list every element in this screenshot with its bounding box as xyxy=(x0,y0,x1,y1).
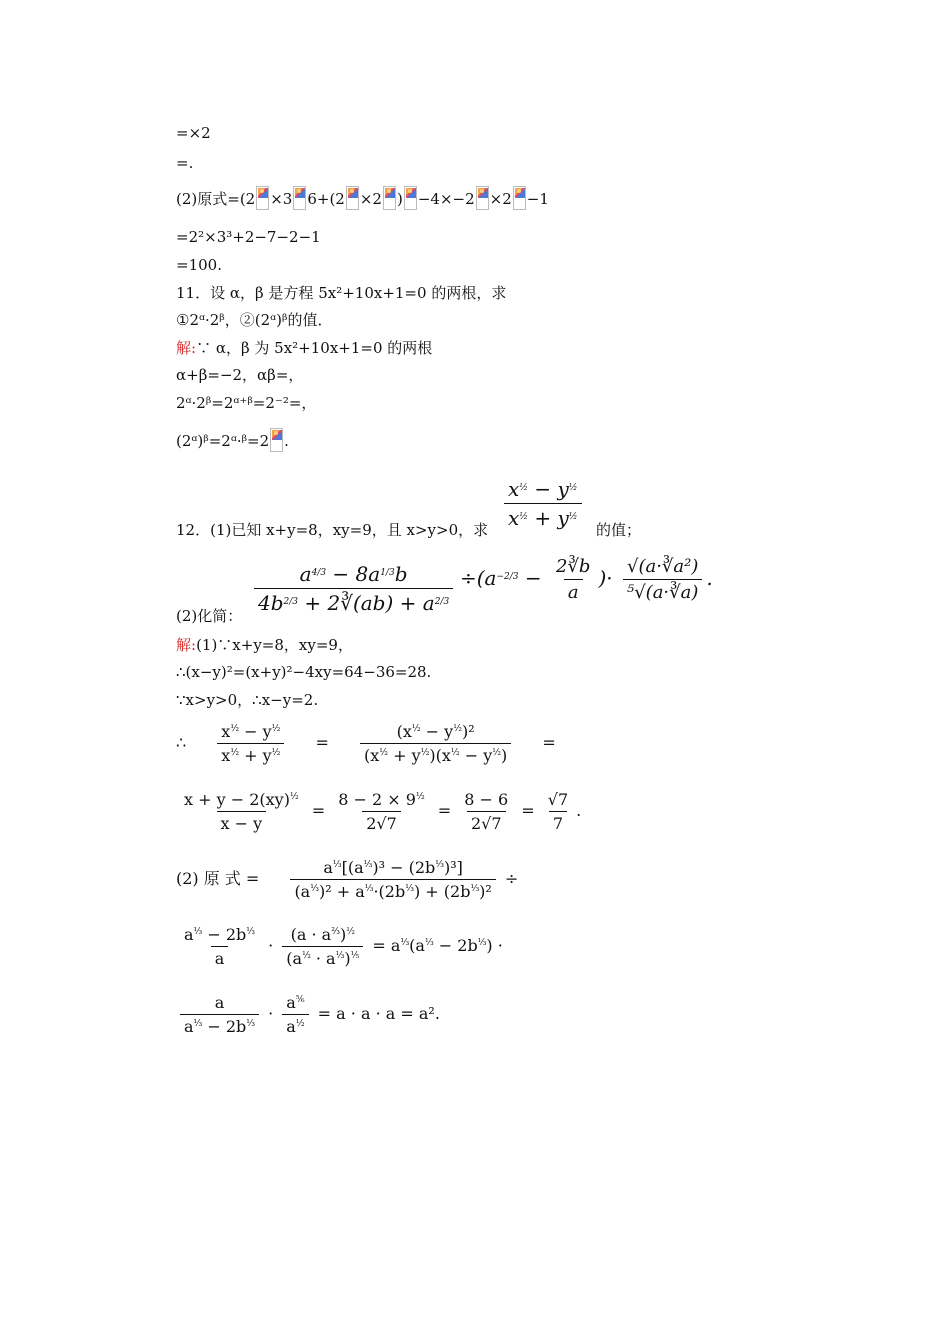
text: −4×−2 xyxy=(417,190,475,208)
solution-label: 解: xyxy=(176,636,197,654)
text: (2ᵅ)ᵝ=2ᵅ·ᵝ=2 xyxy=(176,432,270,450)
therefore-equation: ∴ $\frac{x^{\frac{1}{2}} - y^{\frac{1}{2}}}{x^{\frac{1}{2}} + y^{\frac{1}{2}}}$ = $\frac{(x^{\frac{1}{2}} - y^{\frac{1}{2}})^2}{(x^{\frac{1}{2}} + y^{\frac{1}{2}})(x^{\frac{1}{2}} - y^{\frac{1}{2}})}$ = xyxy=(176,722,556,765)
line-2: =. xyxy=(176,154,194,172)
fraction-formula: $\frac{x^{\frac{1}{2}} - y^{\frac{1}{2}}}{x^{\frac{1}{2}} + y^{\frac{1}{2}}}$ xyxy=(500,477,586,530)
solution-11-d: (2ᵅ)ᵝ=2ᵅ·ᵝ=2 . xyxy=(176,428,289,452)
part2-label: (2) 原 式 = xyxy=(176,869,260,888)
text: ×3 xyxy=(270,190,293,208)
broken-image-icon xyxy=(293,186,306,210)
part2-equation-3: $\frac{a}{a^{\frac{1}{3}} - 2b^{\frac{1}{3}}}$ · $\frac{a^{\frac{5}{6}}}{a^{\frac{1}{2}}}$ = a · a · a = a². xyxy=(176,993,440,1036)
question-11-b: ①2ᵅ·2ᵝ，②(2ᵅ)ᵝ的值． xyxy=(176,311,333,329)
broken-image-icon xyxy=(256,186,269,210)
broken-image-icon xyxy=(270,428,283,452)
solution-label: 解: xyxy=(176,339,197,357)
line-3: (2)原式=(2 ×3 6+(2 ×2 ) −4×−2 ×2 −1 xyxy=(176,186,549,210)
text: −1 xyxy=(526,190,549,208)
solution-12-c: ∵x>y>0，∴x−y=2. xyxy=(176,691,319,709)
solution-11-c: 2ᵅ·2ᵝ=2ᵅ⁺ᵝ=2⁻²=， xyxy=(176,394,317,412)
solution-12-a xyxy=(176,634,353,656)
final-result: = a · a · a = a². xyxy=(317,1004,440,1023)
text: ×2 xyxy=(359,190,382,208)
simplify-formula-right: $\div(a^{-2/3}$ − $\frac{2∛b}{a}$ )· $\frac{\text{√(a·∛a²)}}{\text{⁵√(a·∛a)}}$ . xyxy=(460,556,713,603)
broken-image-icon xyxy=(346,186,359,210)
line-4: =2²×3³+2−7−2−1 xyxy=(176,228,321,246)
question-12-a: 12．(1)已知 x+y=8，xy=9，且 x>y>0，求 xyxy=(176,521,489,539)
line-1: =×2 xyxy=(176,124,211,142)
question-12-b: (2)化简： xyxy=(176,607,243,625)
question-11: 11．设 α，β 是方程 5x²+10x+1=0 的两根，求 xyxy=(176,284,507,302)
result-equation: $\frac{x + y - 2(xy)^{\frac{1}{2}}}{x - y}$ = $\frac{8 - 2 \times 9^{\frac{1}{2}}}{2√7}$ = $\frac{8 - 6}{2√7}$ = $\frac{√7}{7}$ . xyxy=(184,790,582,833)
part2-equation-2: $\frac{a^{\frac{1}{3}} - 2b^{\frac{1}{3}}}{a}$ · $\frac{(a \cdot a^{\frac{2}{3}})^{\frac{1}{2}}}{(a^{\frac{1}{2}} \cdot a^{\frac{1}{3}})^{\frac{1}{5}}}$ = $a^{\frac{1}{3}}(a^{\frac{1}{3}} - 2b^{\frac{1}{3}})$ · xyxy=(184,925,503,968)
solution-12-b: ∴(x−y)²=(x+y)²−4xy=64−36=28. xyxy=(176,663,432,681)
broken-image-icon xyxy=(383,186,396,210)
solution-11-b: α+β=−2，αβ=， xyxy=(176,366,304,384)
therefore-symbol: ∴ xyxy=(176,733,187,752)
text: (2)原式=(2 xyxy=(176,190,256,208)
line-5: =100. xyxy=(176,256,222,274)
text: ×2 xyxy=(489,190,512,208)
text: ∵ α，β 为 5x²+10x+1=0 的两根 xyxy=(196,339,433,357)
part2-equation: (2) 原 式 = $\frac{a^{\frac{1}{3}}[(a^{\frac{1}{3}})^3 - (2b^{\frac{1}{3}})^3]}{(a^{\frac{1}{3}})^2 + a^{\frac{1}{3}}\cdot(2b^{\frac{1}{3}}) + (2b^{\frac{1}{3}})^2}$ ÷ xyxy=(176,858,519,901)
text: 6+(2 xyxy=(307,190,345,208)
text: (1)∵x+y=8，xy=9， xyxy=(196,636,353,654)
broken-image-icon xyxy=(476,186,489,210)
broken-image-icon xyxy=(513,186,526,210)
simplify-formula-left: $\frac{a^{4/3} - 8a^{1/3}b}{4b^{2/3} + 2∛(ab) + a^{2/3}}$ xyxy=(250,562,457,615)
solution-11-a xyxy=(176,337,432,359)
broken-image-icon xyxy=(404,186,417,210)
question-12-a-tail: 的值； xyxy=(596,521,642,539)
